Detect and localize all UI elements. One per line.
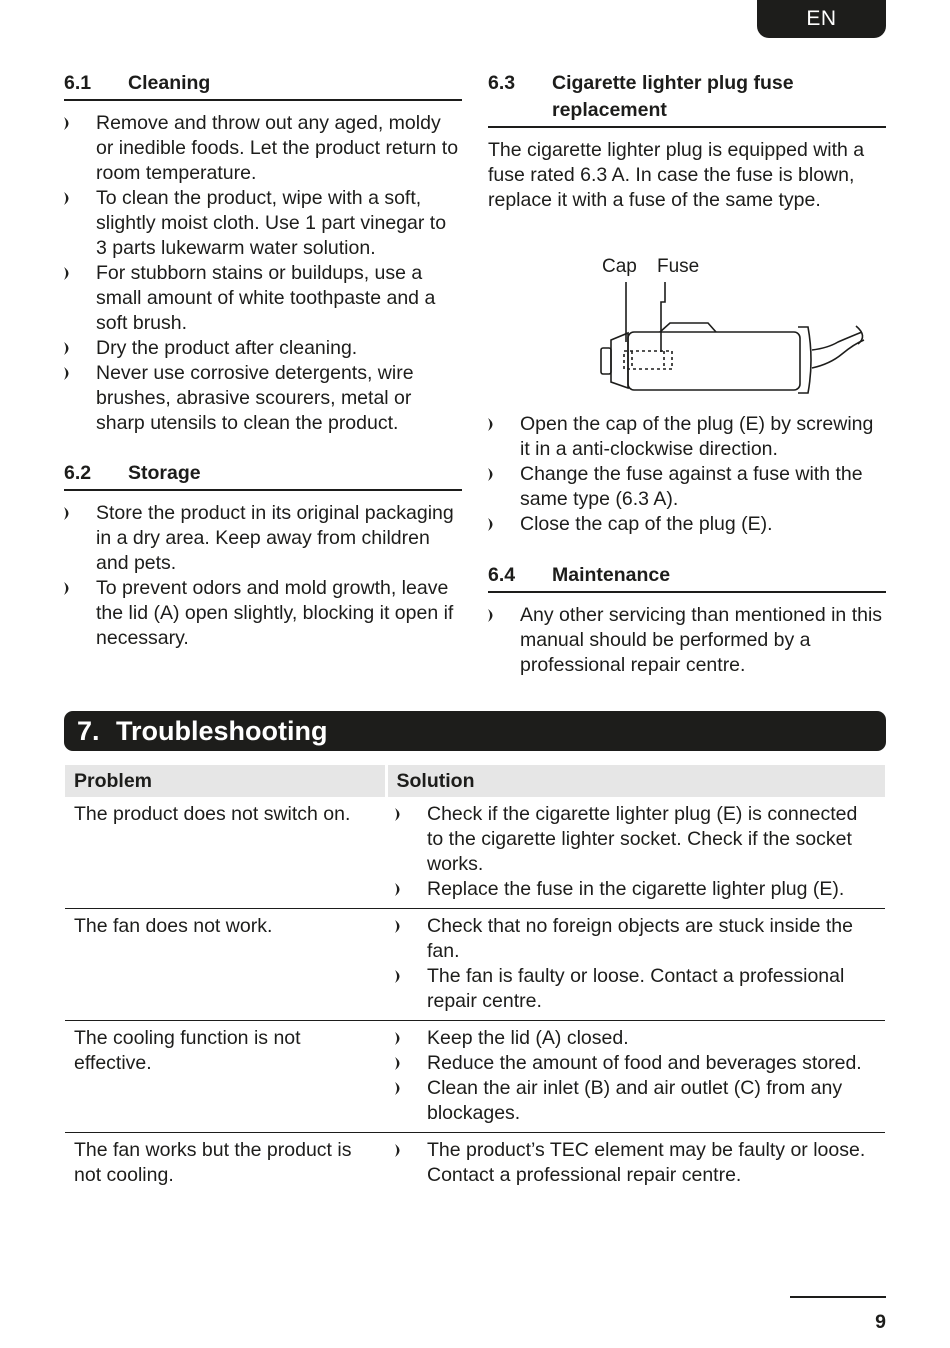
list-item bbox=[395, 964, 877, 1014]
list-item-text: Store the product in its original packaging in a dry area. Keep away from children and pets. bbox=[96, 502, 454, 574]
bullet-icon bbox=[395, 1032, 404, 1045]
list-item-text: The product’s TEC element may be faulty or loose. Contact a professional repair centre. bbox=[427, 1139, 866, 1186]
bullet-icon bbox=[488, 609, 497, 622]
bullet-list bbox=[64, 501, 462, 651]
bullet-icon bbox=[64, 507, 73, 520]
solution-list bbox=[395, 1138, 877, 1188]
bullet-list bbox=[488, 412, 886, 537]
language-tab: EN bbox=[757, 0, 886, 38]
bullet-icon bbox=[488, 468, 497, 481]
section-title: Cleaning bbox=[128, 72, 211, 94]
plug-diagram bbox=[590, 250, 880, 400]
table-header-row bbox=[65, 765, 885, 797]
list-item bbox=[488, 603, 886, 678]
solution-cell bbox=[386, 797, 885, 909]
list-item-text: Never use corrosive detergents, wire brushes, abrasive scourers, metal or sharp utensils to clean the product. bbox=[96, 362, 414, 434]
section-number: 6.3 bbox=[488, 72, 516, 94]
bullet-icon bbox=[395, 1144, 404, 1157]
list-item-text: Keep the lid (A) closed. bbox=[427, 1027, 629, 1049]
troubleshooting-banner bbox=[64, 711, 886, 751]
list-item bbox=[64, 261, 462, 336]
solution-list bbox=[395, 802, 877, 902]
list-item-text: The fan is faulty or loose. Contact a professional repair centre. bbox=[427, 965, 845, 1012]
bullet-icon bbox=[395, 883, 404, 896]
section-cleaning bbox=[64, 70, 462, 436]
list-item-text: Dry the product after cleaning. bbox=[96, 337, 358, 359]
bullet-icon bbox=[395, 920, 404, 933]
bullet-icon bbox=[64, 267, 73, 280]
section-heading bbox=[488, 562, 886, 593]
list-item bbox=[64, 361, 462, 436]
list-item-text: To prevent odors and mold growth, leave the lid (A) open slightly, blocking it open if necessary. bbox=[96, 577, 454, 649]
bullet-icon bbox=[64, 582, 73, 595]
problem-cell: The product does not switch on. bbox=[65, 797, 386, 909]
list-item bbox=[395, 1138, 877, 1188]
bullet-icon bbox=[395, 808, 404, 821]
list-item bbox=[64, 576, 462, 651]
problem-cell: The cooling function is not effective. bbox=[65, 1021, 386, 1133]
bullet-icon bbox=[488, 418, 497, 431]
bullet-icon bbox=[64, 192, 73, 205]
list-item bbox=[488, 512, 886, 537]
bullet-icon bbox=[64, 117, 73, 130]
section-maintenance bbox=[488, 562, 886, 678]
list-item-text: Any other servicing than mentioned in this manual should be performed by a professional repair centre. bbox=[520, 604, 883, 676]
section-heading bbox=[488, 70, 886, 128]
page-number: 9 bbox=[875, 1311, 886, 1333]
section-storage bbox=[64, 460, 462, 651]
list-item-text: Open the cap of the plug (E) by screwing it in a anti-clockwise direction. bbox=[520, 413, 874, 460]
bullet-icon bbox=[395, 1057, 404, 1070]
list-item bbox=[395, 914, 877, 964]
section-heading bbox=[64, 70, 462, 101]
list-item-text: To clean the product, wipe with a soft, slightly moist cloth. Use 1 part vinegar to 3 parts lukewarm water solution. bbox=[96, 187, 447, 259]
footer-rule bbox=[790, 1296, 886, 1298]
list-item bbox=[64, 501, 462, 576]
list-item bbox=[488, 412, 886, 462]
list-item-text: Clean the air inlet (B) and air outlet (C) from any blockages. bbox=[427, 1077, 843, 1124]
problem-header: Problem bbox=[65, 765, 386, 797]
section-title: Maintenance bbox=[552, 564, 671, 586]
chapter-title: Troubleshooting bbox=[116, 715, 328, 746]
list-item-text: Change the fuse against a fuse with the same type (6.3 A). bbox=[520, 463, 863, 510]
list-item-text: Remove and throw out any aged, moldy or inedible foods. Let the product return to room temperature. bbox=[96, 112, 459, 184]
section-fuse-steps bbox=[488, 412, 886, 537]
list-item-text: Check that no foreign objects are stuck inside the fan. bbox=[427, 915, 853, 962]
table-row bbox=[65, 797, 885, 909]
problem-cell: The fan does not work. bbox=[65, 909, 386, 1021]
section-heading bbox=[64, 460, 462, 491]
list-item bbox=[395, 1051, 877, 1076]
list-item bbox=[64, 336, 462, 361]
troubleshooting-table bbox=[65, 765, 885, 1194]
fuse-label: Fuse bbox=[657, 256, 700, 277]
list-item bbox=[395, 1076, 877, 1126]
cap-label: Cap bbox=[602, 256, 637, 277]
section-title: Cigarette lighter plug fuse replacement bbox=[552, 72, 794, 121]
list-item-text: Reduce the amount of food and beverages stored. bbox=[427, 1052, 862, 1074]
list-item bbox=[395, 877, 877, 902]
list-item-text: For stubborn stains or buildups, use a small amount of white toothpaste and a soft brush. bbox=[96, 262, 436, 334]
list-item bbox=[395, 802, 877, 877]
list-item bbox=[64, 186, 462, 261]
table-row bbox=[65, 909, 885, 1021]
chapter-number: 7. bbox=[77, 715, 100, 746]
bullet-icon bbox=[488, 518, 497, 531]
list-item-text: Close the cap of the plug (E). bbox=[520, 513, 773, 535]
section-number: 6.4 bbox=[488, 564, 516, 586]
plug-drawing bbox=[590, 250, 880, 400]
section-number: 6.2 bbox=[64, 462, 92, 484]
solution-header: Solution bbox=[386, 765, 885, 797]
list-item-text: Check if the cigarette lighter plug (E) is connected to the cigarette lighter socket. Check if the socket works. bbox=[427, 803, 858, 875]
bullet-list bbox=[488, 603, 886, 678]
section-number: 6.1 bbox=[64, 72, 92, 94]
bullet-icon bbox=[395, 970, 404, 983]
bullet-list bbox=[64, 111, 462, 436]
solution-list bbox=[395, 914, 877, 1014]
section-title: Storage bbox=[128, 462, 201, 484]
table-row bbox=[65, 1021, 885, 1133]
list-item bbox=[395, 1026, 877, 1051]
section-fuse-replacement bbox=[488, 70, 886, 213]
problem-cell: The fan works but the product is not cooling. bbox=[74, 1139, 352, 1186]
bullet-icon bbox=[64, 367, 73, 380]
bullet-icon bbox=[395, 1082, 404, 1095]
section-intro: The cigarette lighter plug is equipped with a fuse rated 6.3 A. In case the fuse is blown, replace it with a fuse of the same type. bbox=[488, 139, 865, 211]
list-item bbox=[488, 462, 886, 512]
bullet-icon bbox=[64, 342, 73, 355]
solution-cell bbox=[386, 1021, 885, 1133]
solution-cell bbox=[386, 1133, 885, 1195]
solution-list bbox=[395, 1026, 877, 1126]
solution-cell bbox=[386, 909, 885, 1021]
list-item bbox=[64, 111, 462, 186]
list-item-text: Replace the fuse in the cigarette lighter plug (E). bbox=[427, 878, 845, 900]
table-row bbox=[65, 1133, 885, 1195]
